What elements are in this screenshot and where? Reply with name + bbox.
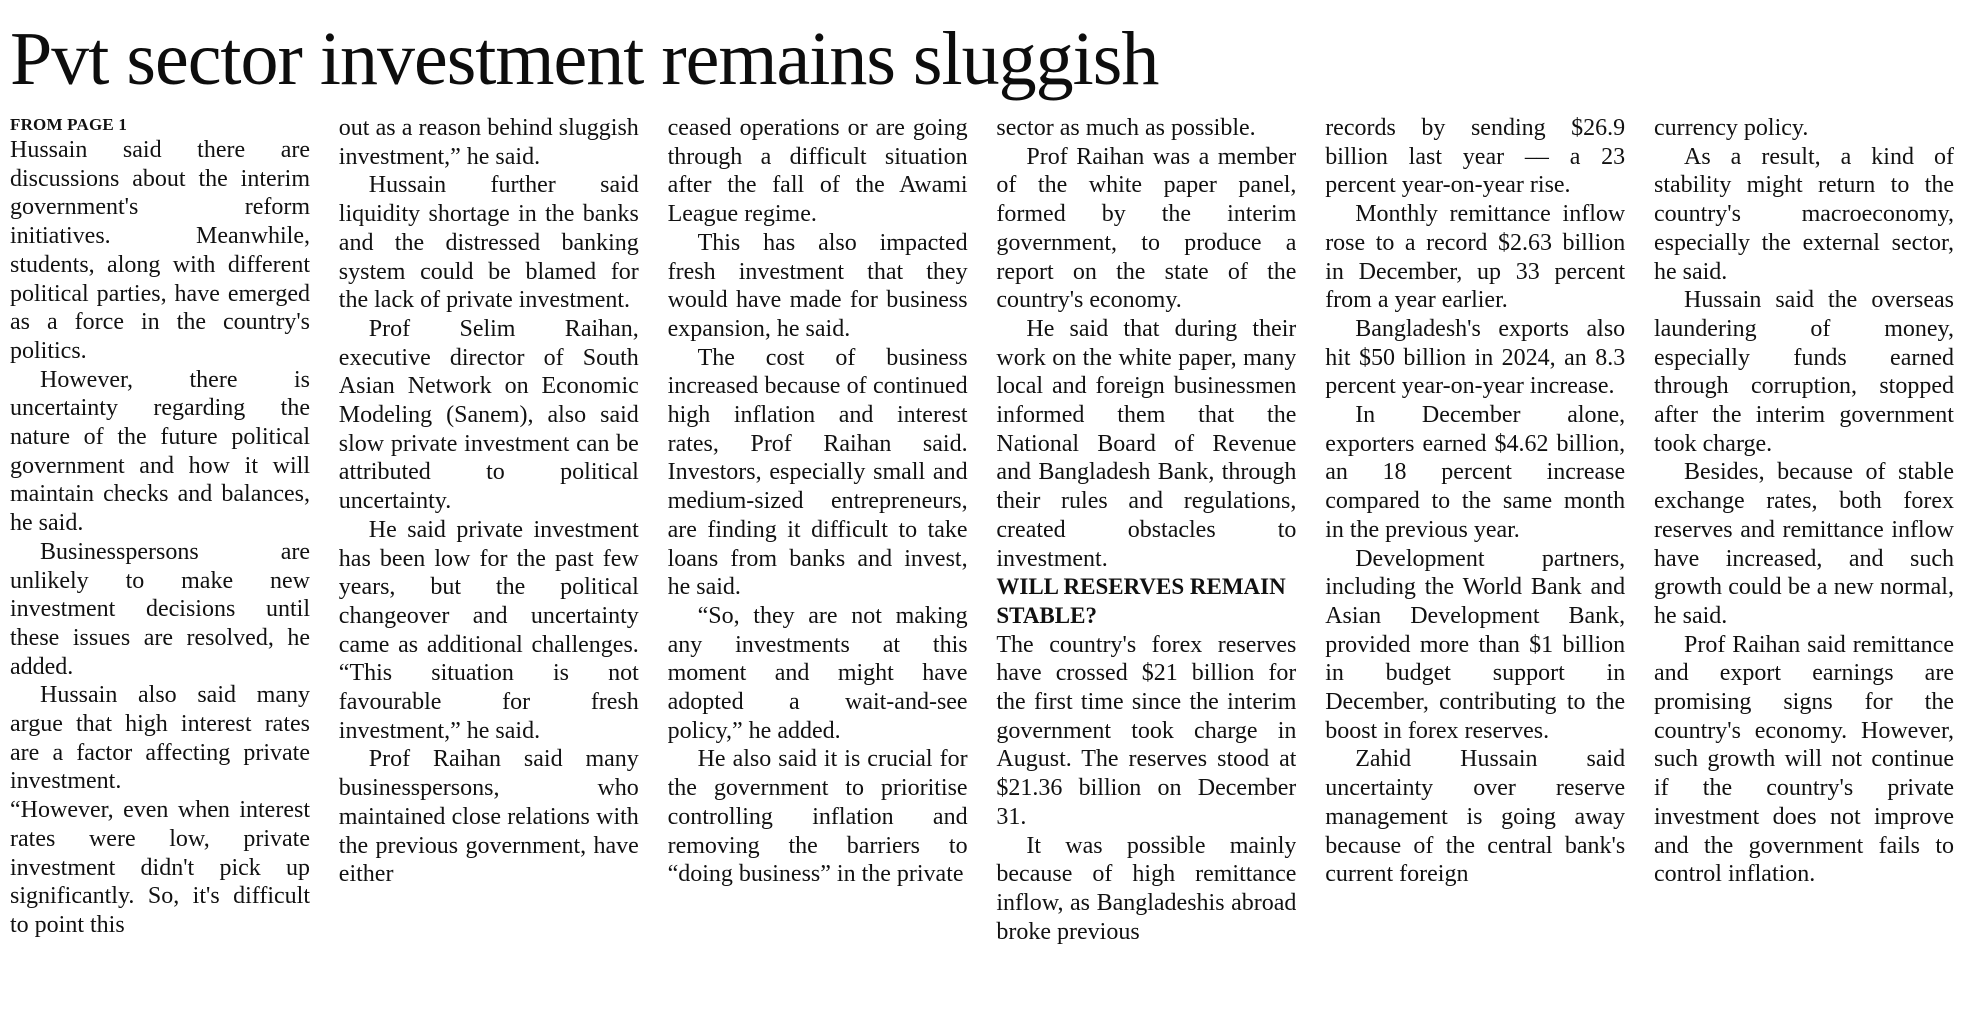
paragraph: ceased operations or are going through a difficult situation after the fall of the Awami League regime. xyxy=(667,115,968,228)
paragraph: In December alone, exporters earned $4.62 billion, an 18 percent increase compared to the same month in the previous year. xyxy=(1325,402,1626,543)
paragraph: This has also impacted fresh investment that they would have made for business expansion, he said. xyxy=(667,229,968,342)
paragraph: records by sending $26.9 billion last year –– a 23 percent year-on-year rise. xyxy=(1325,115,1626,199)
paragraph: Prof Raihan said many businesspersons, who maintained close relations with the previous government, have either xyxy=(338,746,639,888)
paragraph: Prof Selim Raihan, executive director of South Asian Network on Economic Modeling (Sanem), also said slow private investment can be attributed to political uncertainty. xyxy=(338,315,639,515)
paragraph: “So, they are not making any investments at this moment and might have adopted a wait-and-see policy,” he added. xyxy=(667,602,968,744)
subheading: WILL RESERVES REMAIN STABLE? xyxy=(996,574,1286,628)
paragraph: Bangladesh's exports also hit $50 billion in 2024, an 8.3 percent year-on-year increase. xyxy=(1325,315,1626,400)
headline: Pvt sector investment remains sluggish xyxy=(10,17,1159,101)
paragraph: It was possible mainly because of high remittance inflow, as Bangladeshis abroad broke previous xyxy=(996,832,1297,945)
paragraph: Development partners, including the World Bank and Asian Development Bank, provided more than $1 billion in budget support in December, contributing to the boost in forex reserves. xyxy=(1325,545,1626,744)
paragraph: Hussain said the overseas laundering of money, especially funds earned through corruption, stopped after the interim government took charge. xyxy=(1653,287,1954,457)
paragraph: “However, even when interest rates were low, private investment didn't pick up significantly. So, it's difficult to point this xyxy=(10,797,310,938)
paragraph: Monthly remittance inflow rose to a record $2.63 billion in December, up 33 percent from a year earlier. xyxy=(1325,201,1626,314)
column-1 xyxy=(10,114,310,1014)
article-body xyxy=(10,114,1954,1014)
paragraph: Prof Raihan said remittance and export earnings are promising signs for the country's economy. However, such growth will not continue if the country's private investment does not improve and the government fails to control inflation. xyxy=(1653,631,1954,888)
paragraph: Hussain further said liquidity shortage in the banks and the distressed banking system could be blamed for the lack of private investment. xyxy=(338,172,639,314)
paragraph: However, there is uncertainty regarding the nature of the future political government and how it will maintain checks and balances, he said. xyxy=(10,366,310,537)
paragraph: Zahid Hussain said uncertainty over reserve management is going away because of the central bank's current foreign xyxy=(1325,746,1626,888)
paragraph: currency policy. xyxy=(1653,115,1809,141)
paragraph: out as a reason behind sluggish investment,” he said. xyxy=(338,115,639,170)
paragraph: He also said it is crucial for the government to prioritise controlling inflation and removing the barriers to “doing business” in the private xyxy=(667,746,968,888)
paragraph: The cost of business increased because of continued high inflation and interest rates, Prof Raihan said. Investors, especially small and medium-sized entrepreneurs, are finding it difficult to take loans from banks and invest, he said. xyxy=(667,344,968,601)
column-5 xyxy=(1325,114,1625,1014)
paragraph: Hussain said there are discussions about the interim government's reform initiatives. Meanwhile, students, along with different political parties, have emerged as a force in the country's politics. xyxy=(10,137,310,364)
column-4 xyxy=(996,114,1296,1014)
paragraph: Besides, because of stable exchange rates, both forex reserves and remittance inflow have increased, and such growth could be a new normal, he said. xyxy=(1653,459,1954,629)
paragraph: As a result, a kind of stability might return to the country's macroeconomy, especially the external sector, he said. xyxy=(1653,143,1954,285)
paragraph: Prof Raihan was a member of the white paper panel, formed by the interim government, to produce a report on the state of the country's economy. xyxy=(996,143,1297,314)
paragraph: sector as much as possible. xyxy=(996,115,1256,141)
column-2 xyxy=(339,114,639,1014)
jump-kicker: FROM PAGE 1 xyxy=(10,115,128,134)
paragraph: The country's forex reserves have crossed $21 billion for the first time since the interim government took charge in August. The reserves stood at $21.36 billion on December 31. xyxy=(996,631,1297,830)
column-3 xyxy=(668,114,968,1014)
paragraph: Businesspersons are unlikely to make new investment decisions until these issues are resolved, he added. xyxy=(10,538,310,680)
paragraph: Hussain also said many argue that high interest rates are a factor affecting private investment. xyxy=(10,682,310,795)
paragraph: He said that during their work on the white paper, many local and foreign businessmen informed them that the National Board of Revenue and Bangladesh Bank, through their rules and regulations, created obstacles to investment. xyxy=(996,315,1297,572)
paragraph: He said private investment has been low for the past few years, but the political changeover and uncertainty came as additional challenges. “This situation is not favourable for fresh investment,” he said. xyxy=(338,516,639,744)
column-6 xyxy=(1654,114,1954,1014)
